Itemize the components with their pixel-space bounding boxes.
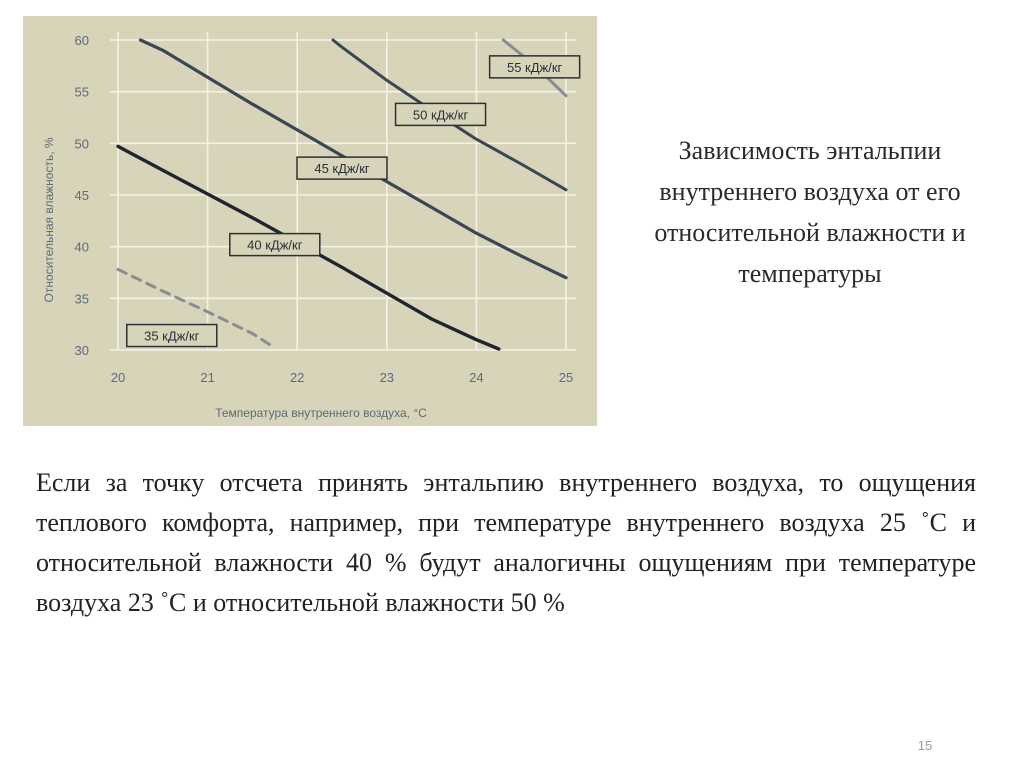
y-tick-label: 30 — [74, 343, 89, 358]
chart-annotations — [127, 56, 580, 347]
chart-grid — [110, 32, 576, 350]
enthalpy-chart — [23, 16, 597, 426]
curve-label: 55 кДж/кг — [506, 59, 563, 75]
slide-title: Зависимость энтальпии внутреннего воздуха от его относительной влажности и температуры — [654, 136, 966, 288]
chart-image — [23, 16, 597, 426]
x-tick-label: 23 — [379, 370, 395, 385]
y-tick-label: 60 — [74, 33, 89, 48]
y-tick-label: 45 — [74, 188, 89, 203]
x-tick-label: 21 — [200, 370, 215, 385]
y-tick-label: 35 — [74, 291, 89, 307]
x-axis-label: Температура внутреннего воздуха, °С — [215, 406, 427, 420]
y-tick-label: 50 — [74, 136, 89, 152]
curve-label: 45 кДж/кг — [314, 161, 370, 177]
y-tick-label: 55 — [74, 84, 89, 100]
x-tick-label: 24 — [469, 370, 484, 385]
curve-label: 50 кДж/кг — [412, 107, 469, 123]
x-tick-label: 25 — [558, 370, 574, 385]
curve-label: 35 кДж/кг — [144, 328, 200, 344]
x-tick-label: 20 — [110, 370, 126, 385]
curve-label: 40 кДж/кг — [247, 237, 303, 253]
slide-number: 15 — [917, 738, 933, 753]
y-tick-label: 40 — [74, 239, 89, 255]
slide-body-text: Если за точку отсчета принять энтальпию внутреннего воздуха, то ощущения теплового комфорта, например, при температуре внутреннего воздуха 25 ˚С и относительной влажности 40 % будут аналогичны ощущениям при температуре воздуха 23 ˚С и относительной влажности 50 % — [36, 468, 976, 617]
x-tick-label: 22 — [289, 370, 305, 385]
y-axis-label: Относительная влажность, % — [42, 137, 56, 303]
